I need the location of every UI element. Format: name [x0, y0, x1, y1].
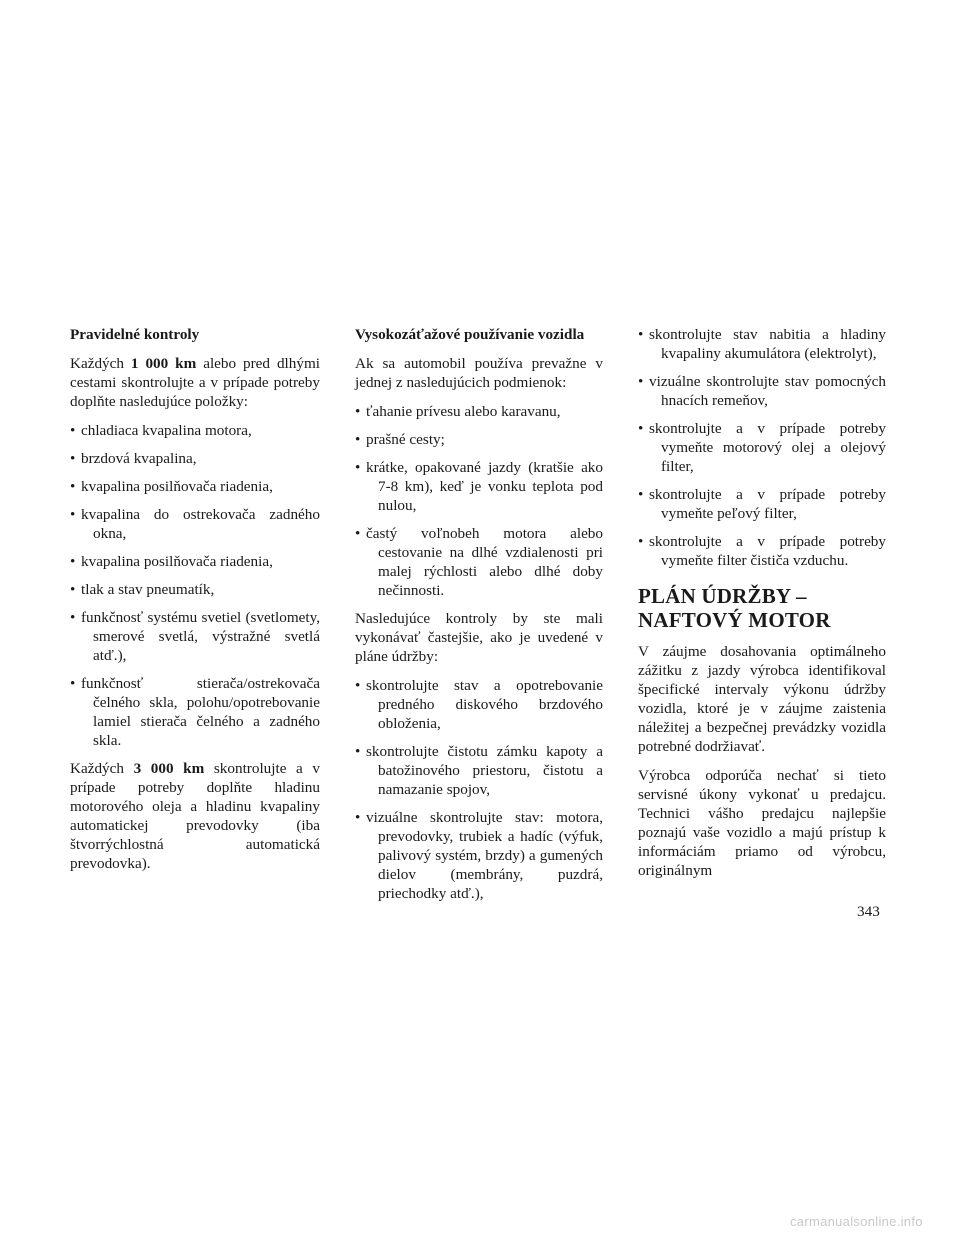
list-item: • častý voľnobeh motora alebo cestovanie na dlhé vzdialenosti pri malej rýchlosti alebo dlhé doby nečinnosti.: [355, 524, 603, 600]
frequent-checks-list: [355, 676, 603, 903]
column-1: [70, 325, 320, 883]
list-item: • brzdová kvapalina,: [70, 449, 320, 468]
frequent-checks-list-continued: [638, 325, 886, 570]
list-item: • prašné cesty;: [355, 430, 603, 449]
list-item: • kvapalina posilňovača riadenia,: [70, 477, 320, 496]
list-item: • funkčnosť stierača/ostrekovača čelného skla, polohu/opotrebovanie lamiel stierača čelného a zadného skla.: [70, 674, 320, 750]
column-2: [355, 325, 603, 912]
list-item: • skontrolujte stav nabitia a hladiny kvapaliny akumulátora (elektrolyt),: [638, 325, 886, 363]
list-item: • skontrolujte stav a opotrebovanie predného diskového brzdového obloženia,: [355, 676, 603, 733]
list-item: • vizuálne skontrolujte stav: motora, prevodovky, trubiek a hadíc (výfuk, palivový systém, brzdy) a gumených dielov (membrány, puzdrá, priechodky atď.),: [355, 808, 603, 903]
list-item: • skontrolujte a v prípade potreby vymeňte motorový olej a olejový filter,: [638, 419, 886, 476]
paragraph-conditions-intro: Ak sa automobil používa prevažne v jednej z nasledujúcich podmienok:: [355, 355, 603, 391]
list-item: • krátke, opakované jazdy (kratšie ako 7-8 km), keď je vonku teplota pod nulou,: [355, 458, 603, 515]
list-item: • ťahanie prívesu alebo karavanu,: [355, 402, 603, 421]
section-heading-regular-checks: Pravidelné kontroly: [70, 326, 200, 343]
list-item: • tlak a stav pneumatík,: [70, 580, 320, 599]
paragraph-maintenance-intervals: V záujme dosahovania optimálneho zážitku z jazdy výrobca identifikoval špecifické intervaly výkonu údržby vozidla, ktoré je v záujme zaistenia náležitej a bezpečnej prevádzky vozidla potrebné dodržiavať.: [638, 643, 886, 755]
list-item: • skontrolujte čistotu zámku kapoty a batožinového priestoru, čistotu a namazanie spojov,: [355, 742, 603, 799]
section-heading-heavy-duty: Vysokozáťažové používanie vozidla: [355, 326, 585, 343]
section-title-diesel-maintenance: PLÁN ÚDRŽBY – NAFTOVÝ MOTOR: [638, 584, 831, 632]
list-item: • skontrolujte a v prípade potreby vymeňte filter čističa vzduchu.: [638, 532, 886, 570]
list-item: • kvapalina do ostrekovača zadného okna,: [70, 505, 320, 543]
interval-1000km: 1 000 km: [130, 355, 197, 372]
paragraph-frequent-checks: Nasledujúce kontroly by ste mali vykonávať častejšie, ako je uvedené v pláne údržby:: [355, 610, 603, 665]
watermark: carmanualsonline.info: [790, 1214, 923, 1229]
paragraph-dealer-service: Výrobca odporúča nechať si tieto servisné úkony vykonať u predajcu. Technici vášho predajcu najlepšie poznajú vaše vozidlo a majú prístup k informáciám priamo od výrobcu, originálnym: [638, 767, 886, 879]
paragraph-1000km: Každých 1 000 km alebo pred dlhými cestami skontrolujte a v prípade potreby doplňte nasledujúce položky:: [70, 355, 320, 410]
paragraph-3000km: Každých 3 000 km skontrolujte a v prípade potreby doplňte hladinu motorového oleja a hladinu kvapaliny automatickej prevodovky (iba štvorrýchlostná automatická prevodovka).: [70, 760, 320, 872]
list-item: • funkčnosť systému svetiel (svetlomety, smerové svetlá, výstražné svetlá atď.),: [70, 608, 320, 665]
check-list-1000km: [70, 421, 320, 750]
list-item: • chladiaca kvapalina motora,: [70, 421, 320, 440]
list-item: • vizuálne skontrolujte stav pomocných hnacích remeňov,: [638, 372, 886, 410]
interval-3000km: 3 000 km: [133, 760, 205, 777]
conditions-list: [355, 402, 603, 600]
list-item: • kvapalina posilňovača riadenia,: [70, 552, 320, 571]
list-item: • skontrolujte a v prípade potreby vymeňte peľový filter,: [638, 485, 886, 523]
column-3: [638, 325, 886, 890]
page-number: 343: [857, 903, 880, 920]
